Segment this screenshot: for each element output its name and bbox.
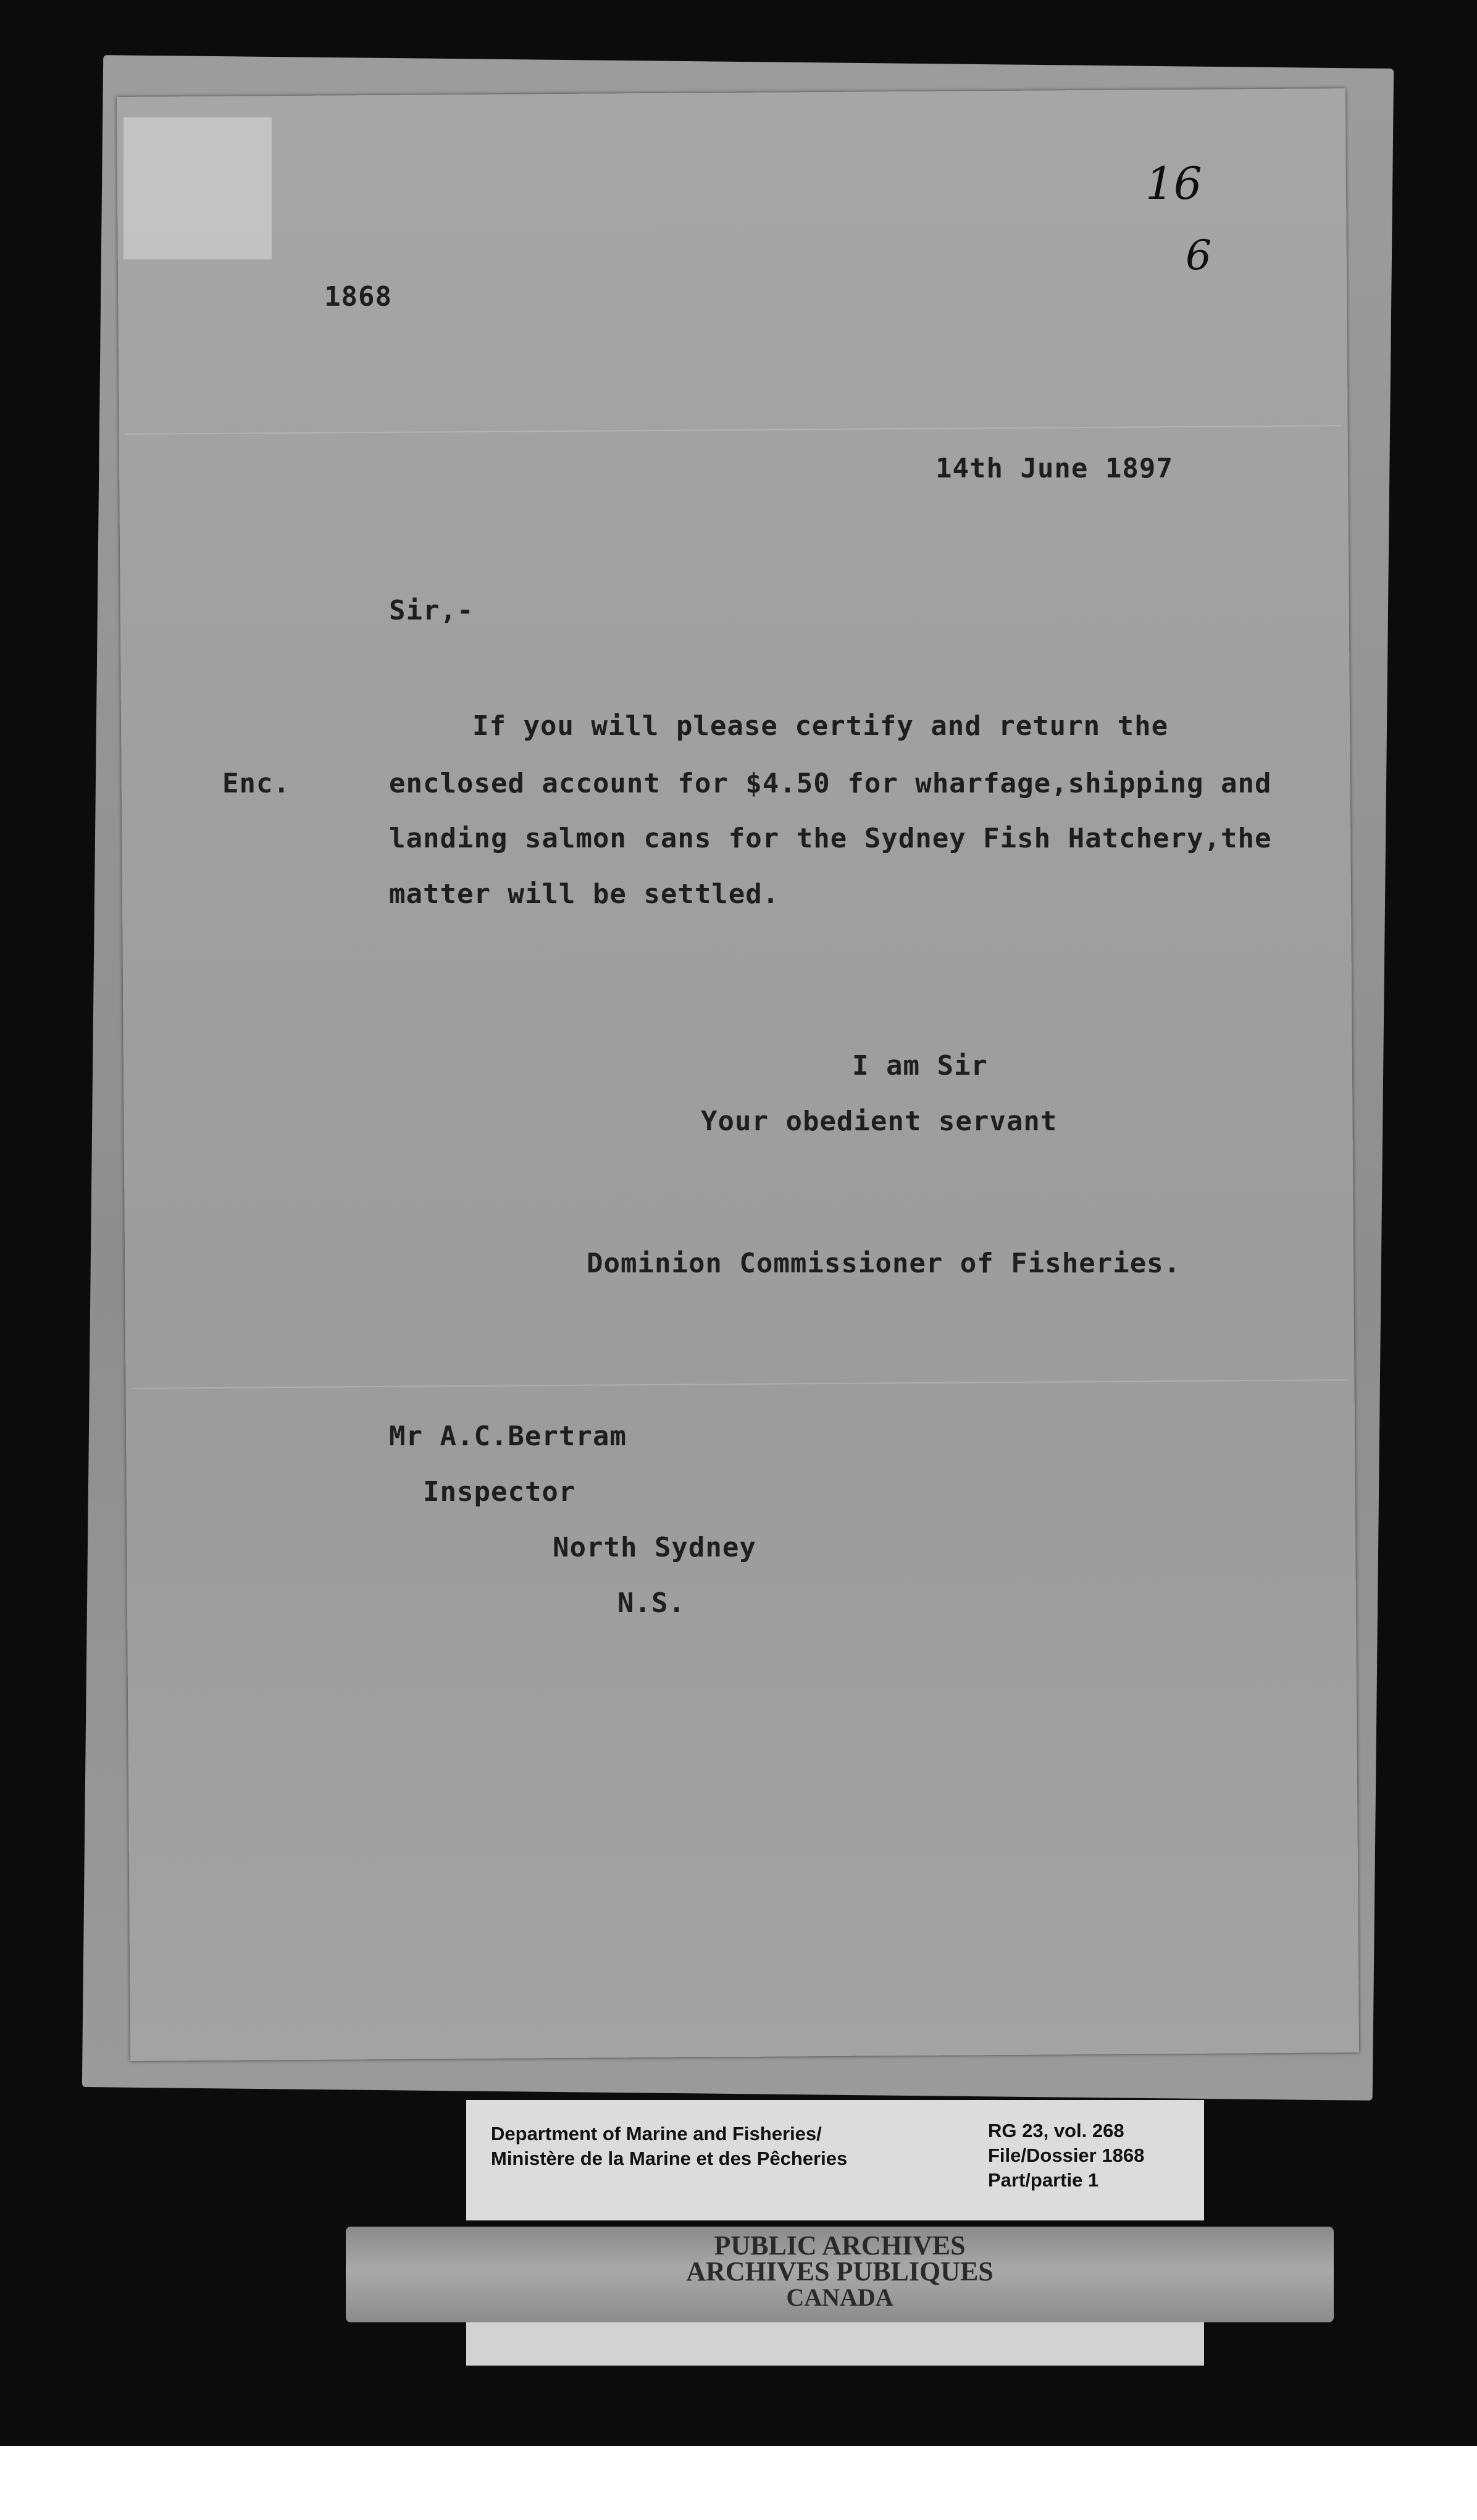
archive-label [466,2100,1204,2220]
addressee-line: Inspector [423,1476,576,1508]
body-line: enclosed account for $4.50 for wharfage,shipping and [389,768,1272,799]
archive-stamp [346,2227,1334,2322]
signature-title: Dominion Commissioner of Fisheries. [587,1248,1181,1279]
label-card-lower [466,2322,1204,2366]
closing-line: Your obedient servant [701,1106,1058,1137]
stamp-line: CANADA [786,2283,893,2311]
addressee-line: North Sydney [553,1532,756,1563]
body-line: If you will please certify and return the [472,710,1169,742]
letter-page [117,88,1359,2061]
ruled-line [132,1379,1349,1389]
closing-line: I am Sir [852,1050,988,1082]
stamp-line: ARCHIVES PUBLIQUES [686,2256,994,2287]
reference-volume: RG 23, vol. 268 [988,2120,1124,2141]
body-line: matter will be settled. [389,878,780,910]
department-name-fr: Ministère de la Marine et des Pêcheries [491,2148,848,2169]
stamp-line: PUBLIC ARCHIVES [714,2230,966,2261]
folio-subnumber-handwritten: 6 [1186,232,1211,279]
addressee-line: N.S. [617,1587,685,1619]
salutation: Sir,- [389,595,474,626]
reference-file: File/Dossier 1868 [988,2144,1145,2166]
enclosure-mark: Enc. [222,768,290,799]
file-number: 1868 [324,281,392,313]
folio-number-handwritten: 16 [1145,158,1202,209]
addressee-line: Mr A.C.Bertram [389,1421,627,1452]
body-line: landing salmon cans for the Sydney Fish Hatchery,the [389,823,1272,854]
reference-part: Part/partie 1 [988,2169,1099,2191]
paper-tab [123,117,272,259]
letter-date: 14th June 1897 [935,453,1173,484]
ruled-line [125,425,1342,435]
department-name-en: Department of Marine and Fisheries/ [491,2123,822,2144]
